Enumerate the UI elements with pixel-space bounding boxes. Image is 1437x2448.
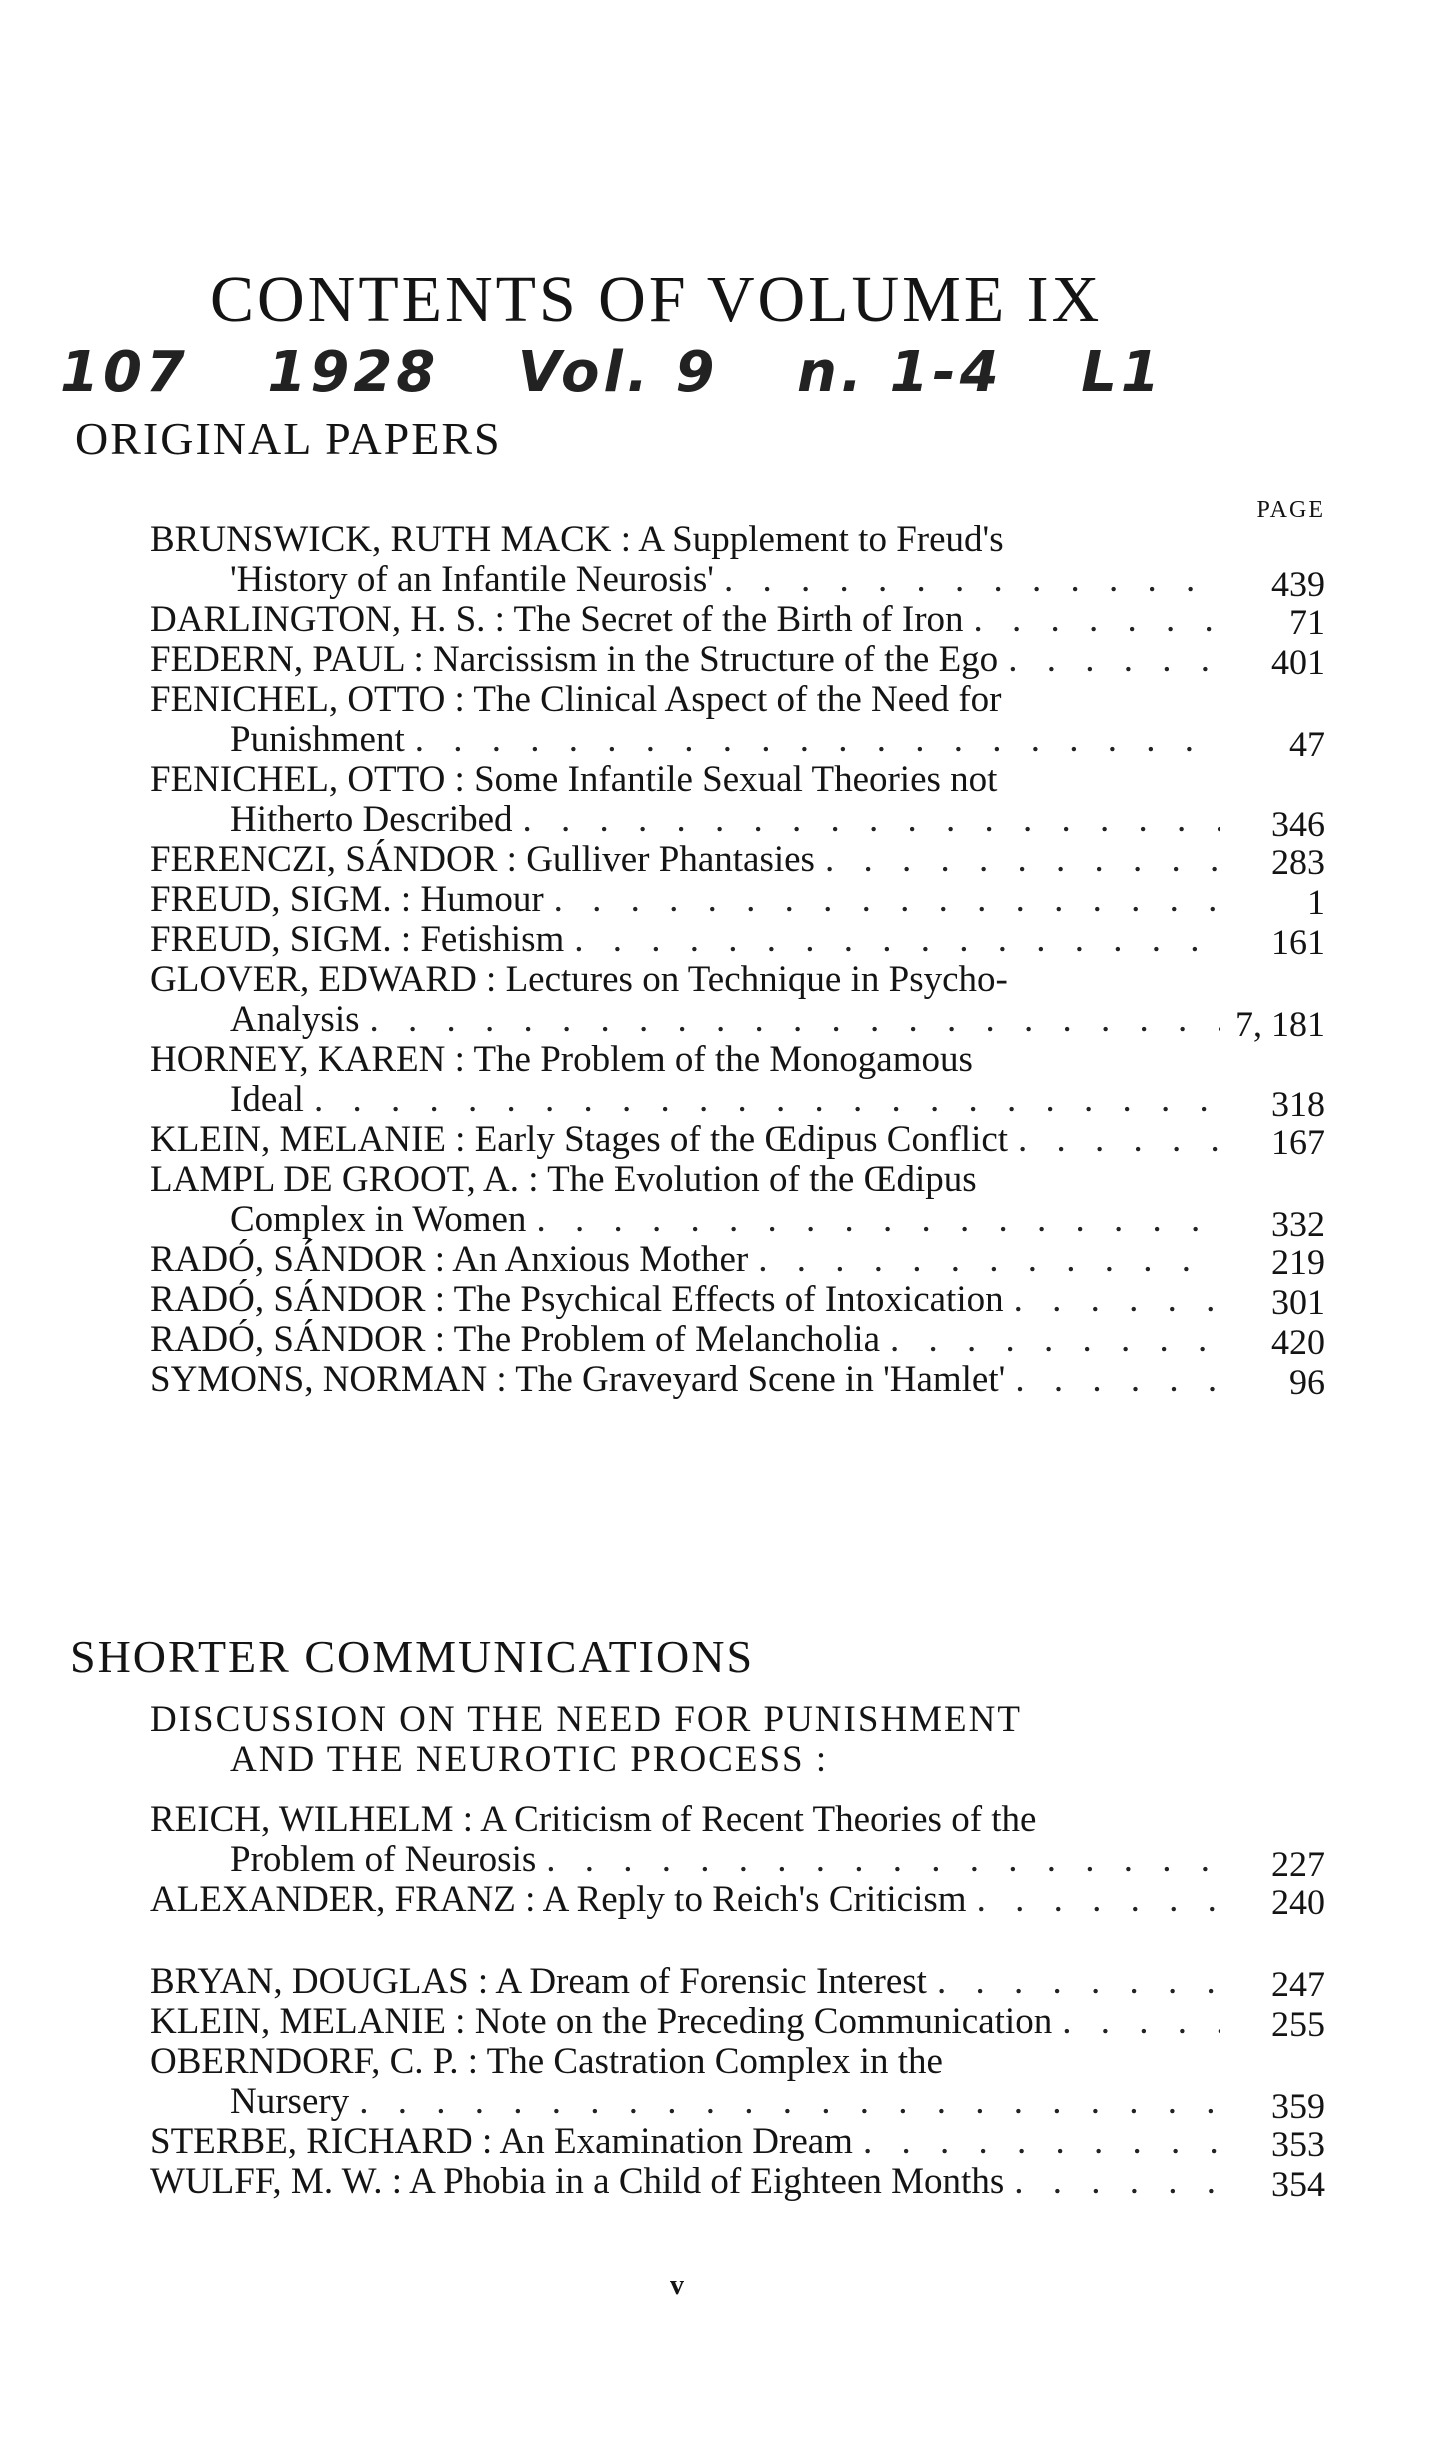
entry-line: [150, 1320, 1220, 1360]
toc-entry: [150, 1240, 1325, 1280]
leader-dots: [967, 1880, 1220, 1920]
entry-page-number: 7, 181: [1235, 1004, 1325, 1044]
entry-page-number: 318: [1271, 1084, 1325, 1124]
toc-entry: [150, 2122, 1325, 2162]
page-title: CONTENTS OF VOLUME IX: [210, 263, 1103, 336]
entry-page-number: 255: [1271, 2004, 1325, 2044]
entry-line: [150, 2122, 1220, 2162]
page-column-label: PAGE: [1256, 497, 1325, 523]
entry-line-continued: [150, 800, 1220, 840]
shorter-communications-list: [150, 1700, 1325, 2202]
toc-entry: [150, 959, 1325, 1044]
entry-line: [150, 920, 1220, 960]
entry-text: FREUD, SIGM. : Fetishism: [150, 919, 565, 960]
entry-text: Problem of Neurosis: [230, 1839, 537, 1880]
entry-line: [150, 1360, 1220, 1400]
entry-text: Ideal: [230, 1079, 304, 1120]
toc-entry: [150, 880, 1325, 920]
entry-line: [150, 1800, 1220, 1840]
leader-dots: [1004, 1280, 1220, 1320]
toc-entry: [150, 2041, 1325, 2126]
entry-text: KLEIN, MELANIE : Early Stages of the Œdipus Conflict: [150, 1119, 1009, 1160]
leader-dots: [564, 920, 1220, 960]
entry-line: [150, 760, 1220, 800]
entry-text: KLEIN, MELANIE : Note on the Preceding Communication: [150, 2001, 1053, 2042]
entry-line: [150, 680, 1220, 720]
entry-text: Hitherto Described: [230, 799, 513, 840]
leader-dots: [1005, 1360, 1220, 1400]
entry-page-number: 439: [1271, 564, 1325, 604]
entry-line: [150, 960, 1220, 1000]
handwritten-note-part: Vol. 9: [517, 340, 719, 405]
entry-text: RADÓ, SÁNDOR : The Problem of Melancholia: [150, 1319, 880, 1360]
toc-entry: [150, 1880, 1325, 1920]
entry-page-number: 47: [1289, 724, 1325, 764]
entry-line: [150, 1040, 1220, 1080]
leader-dots: [815, 840, 1220, 880]
toc-entry: [150, 920, 1325, 960]
toc-entry: [150, 1280, 1325, 1320]
entry-line: [150, 1120, 1220, 1160]
entry-line: [150, 520, 1220, 560]
leader-dots: [405, 720, 1220, 760]
leader-dots: [880, 1320, 1220, 1360]
toc-entry: [150, 679, 1325, 764]
entry-page-number: 227: [1271, 1844, 1325, 1884]
entry-text: GLOVER, EDWARD : Lectures on Technique in Psycho-: [150, 959, 1008, 1000]
entry-text: FEDERN, PAUL : Narcissism in the Structure of the Ego: [150, 639, 999, 680]
entry-line-continued: [150, 1000, 1220, 1040]
leader-dots: [714, 560, 1220, 600]
toc-entry: [150, 1159, 1325, 1244]
toc-entry: [150, 640, 1325, 680]
entry-page-number: 240: [1271, 1882, 1325, 1922]
toc-entry: [150, 2162, 1325, 2202]
entry-page-number: 354: [1271, 2164, 1325, 2204]
shorter-entries: [150, 1962, 1325, 2202]
entry-page-number: 247: [1271, 1964, 1325, 2004]
discussion-heading-continued: AND THE NEUROTIC PROCESS :: [230, 1739, 829, 1780]
entry-line: [150, 1880, 1220, 1920]
entry-page-number: 346: [1271, 804, 1325, 844]
entry-page-number: 1: [1307, 882, 1325, 922]
entry-page-number: 283: [1271, 842, 1325, 882]
leader-dots: [927, 1962, 1220, 2002]
toc-entry: [150, 1799, 1325, 1884]
entry-line-continued: [150, 1200, 1220, 1240]
leader-dots: [1004, 2162, 1220, 2202]
leader-dots: [1008, 1120, 1220, 1160]
entry-text: HORNEY, KAREN : The Problem of the Monogamous: [150, 1039, 973, 1080]
entry-page-number: 219: [1271, 1242, 1325, 1282]
entry-line-continued: [150, 720, 1220, 760]
entry-text: BRYAN, DOUGLAS : A Dream of Forensic Interest: [150, 1961, 927, 2002]
toc-entry: [150, 600, 1325, 640]
leader-dots: [304, 1080, 1220, 1120]
leader-dots: [998, 640, 1220, 680]
leader-dots: [964, 600, 1220, 640]
entry-page-number: 161: [1271, 922, 1325, 962]
entry-line-continued: [150, 560, 1220, 600]
entry-line-continued: [150, 1840, 1220, 1880]
entry-text: LAMPL DE GROOT, A. : The Evolution of the Œdipus: [150, 1159, 977, 1200]
handwritten-note-part: 1928: [267, 340, 440, 405]
entry-page-number: 301: [1271, 1282, 1325, 1322]
entry-text: FENICHEL, OTTO : The Clinical Aspect of the Need for: [150, 679, 1002, 720]
leader-dots: [360, 1000, 1221, 1040]
toc-entry: [150, 1039, 1325, 1124]
toc-entry: [150, 1120, 1325, 1160]
entry-text: ALEXANDER, FRANZ : A Reply to Reich's Criticism: [150, 1879, 967, 1920]
entry-text: RADÓ, SÁNDOR : The Psychical Effects of Intoxication: [150, 1279, 1004, 1320]
entry-page-number: 353: [1271, 2124, 1325, 2164]
entry-text: DARLINGTON, H. S. : The Secret of the Birth of Iron: [150, 599, 964, 640]
entry-text: Punishment: [230, 719, 405, 760]
discussion-entries: [150, 1800, 1325, 1920]
entry-line: [150, 1160, 1220, 1200]
entry-text: Complex in Women: [230, 1199, 527, 1240]
entry-page-number: 167: [1271, 1122, 1325, 1162]
entry-text: FERENCZI, SÁNDOR : Gulliver Phantasies: [150, 839, 815, 880]
entry-text: WULFF, M. W. : A Phobia in a Child of Eighteen Months: [150, 2161, 1005, 2202]
entry-line: [150, 2002, 1220, 2042]
entry-line: [150, 2042, 1220, 2082]
entry-page-number: 71: [1289, 602, 1325, 642]
entry-text: FENICHEL, OTTO : Some Infantile Sexual Theories not: [150, 759, 998, 800]
entry-page-number: 96: [1289, 1362, 1325, 1402]
entry-page-number: 401: [1271, 642, 1325, 682]
handwritten-note-part: n. 1-4: [796, 340, 1003, 405]
original-papers-list: [150, 520, 1325, 1400]
toc-entry: [150, 2002, 1325, 2042]
entry-text: BRUNSWICK, RUTH MACK : A Supplement to Freud's: [150, 519, 1004, 560]
leader-dots: [1052, 2002, 1220, 2042]
entry-line: [150, 840, 1220, 880]
handwritten-catalog-note: [60, 340, 1219, 405]
entry-line-continued: [150, 1080, 1220, 1120]
handwritten-note-part: 107: [60, 340, 189, 405]
entry-line: [150, 1240, 1220, 1280]
section-heading-original-papers: ORIGINAL PAPERS: [75, 413, 502, 464]
toc-entry: [150, 759, 1325, 844]
handwritten-note-part: L1: [1081, 340, 1164, 405]
entry-page-number: 332: [1271, 1204, 1325, 1244]
leader-dots: [349, 2082, 1220, 2122]
entry-text: Analysis: [230, 999, 360, 1040]
entry-text: SYMONS, NORMAN : The Graveyard Scene in 'Hamlet': [150, 1359, 1006, 1400]
entry-text: Nursery: [230, 2081, 350, 2122]
entry-text: STERBE, RICHARD : An Examination Dream: [150, 2121, 853, 2162]
section-heading-shorter-communications: SHORTER COMMUNICATIONS: [70, 1631, 755, 1682]
leader-dots: [513, 800, 1220, 840]
entry-text: FREUD, SIGM. : Humour: [150, 879, 544, 920]
discussion-heading: DISCUSSION ON THE NEED FOR PUNISHMENT: [150, 1699, 1022, 1740]
entry-page-number: 359: [1271, 2086, 1325, 2126]
toc-entry: [150, 1320, 1325, 1360]
entry-line: [150, 640, 1220, 680]
entry-text: OBERNDORF, C. P. : The Castration Complex in the: [150, 2041, 943, 2082]
entry-text: RADÓ, SÁNDOR : An Anxious Mother: [150, 1239, 749, 1280]
toc-entry: [150, 1360, 1325, 1400]
entry-line: [150, 2162, 1220, 2202]
entry-line: [150, 1962, 1220, 2002]
page-folio: v: [670, 2270, 684, 2301]
entry-line: [150, 1280, 1220, 1320]
entry-line-continued: [150, 2082, 1220, 2122]
toc-entry: [150, 840, 1325, 880]
leader-dots: [853, 2122, 1220, 2162]
leader-dots: [544, 880, 1220, 920]
leader-dots: [536, 1840, 1220, 1880]
leader-dots: [748, 1240, 1220, 1280]
entry-line: [150, 600, 1220, 640]
toc-entry: [150, 1962, 1325, 2002]
entry-text: REICH, WILHELM : A Criticism of Recent Theories of the: [150, 1799, 1037, 1840]
entry-line: [150, 880, 1220, 920]
entry-text: 'History of an Infantile Neurosis': [230, 559, 714, 600]
leader-dots: [526, 1200, 1220, 1240]
entry-page-number: 420: [1271, 1322, 1325, 1362]
toc-entry: [150, 519, 1325, 604]
